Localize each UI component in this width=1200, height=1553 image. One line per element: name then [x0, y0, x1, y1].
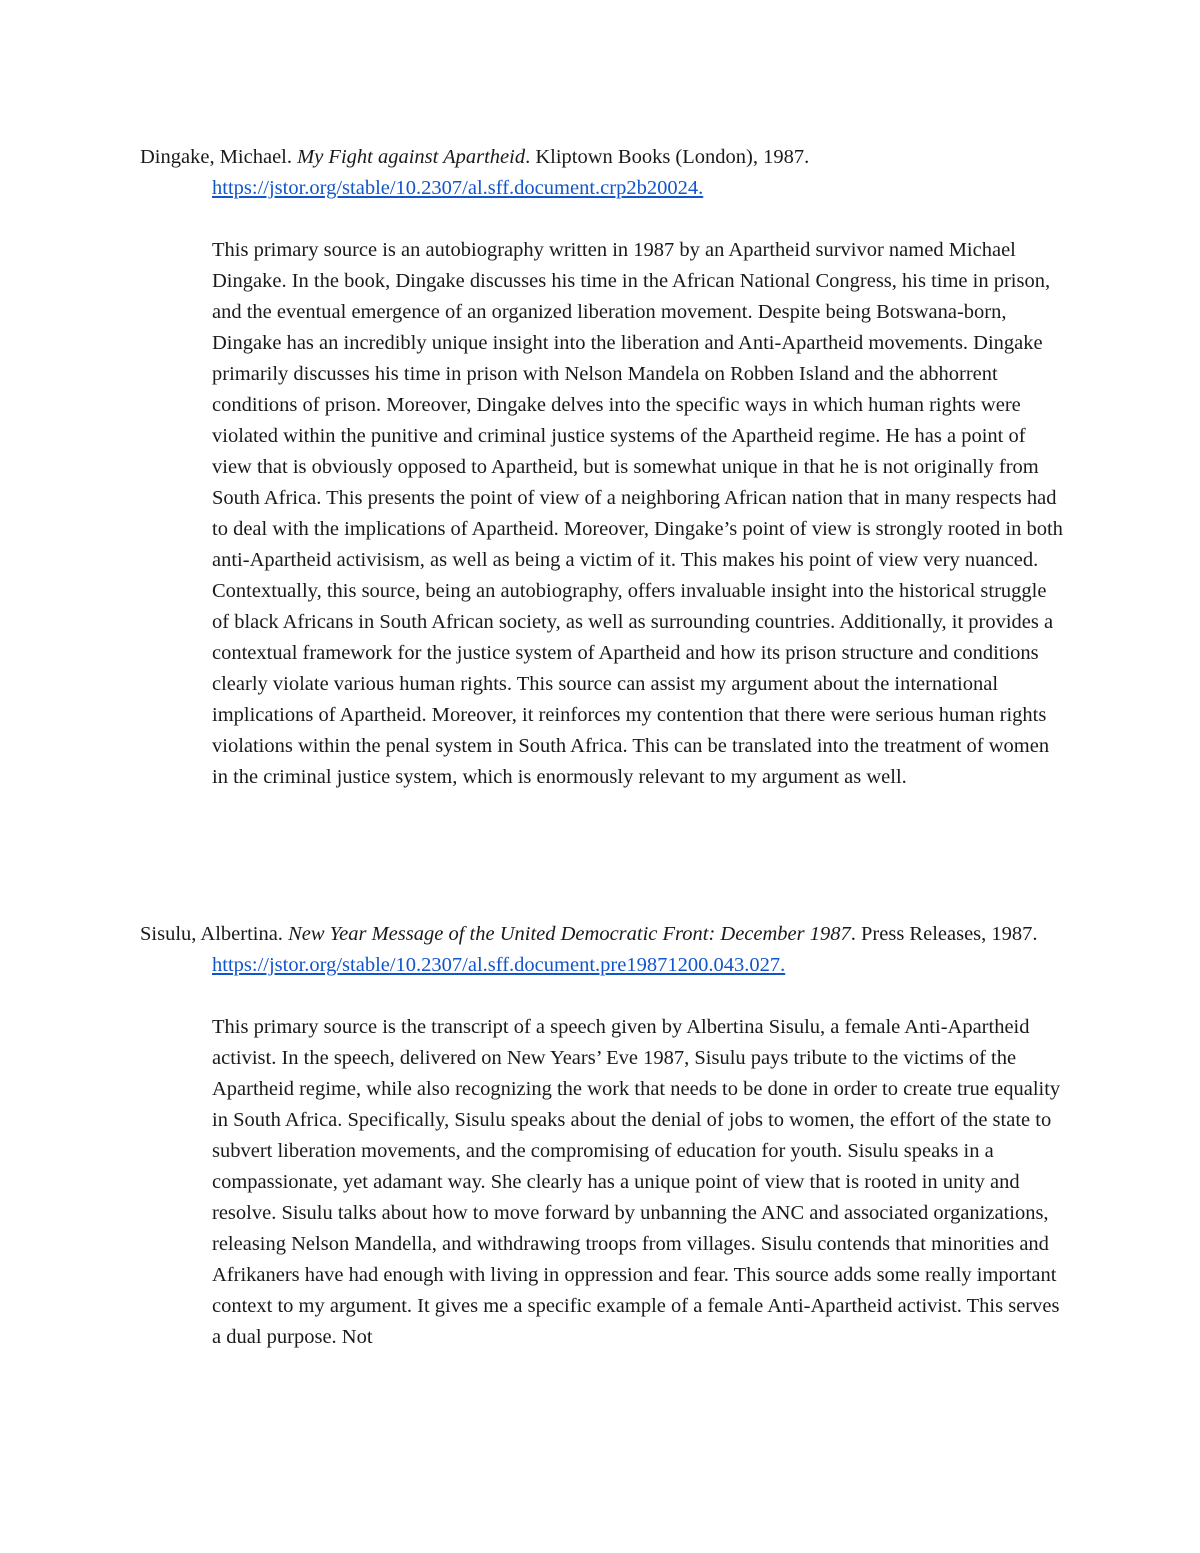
- citation: [140, 142, 1065, 204]
- citation-link[interactable]: https://jstor.org/stable/10.2307/al.sff.document.crp2b20024.: [212, 177, 704, 199]
- bibliography-entry: [140, 919, 1065, 1353]
- citation: [140, 919, 1065, 981]
- annotation-paragraph: This primary source is the transcript of a speech given by Albertina Sisulu, a female Anti-Apartheid activist. In the speech, delivered on New Years’ Eve 1987, Sisulu pays tribute to the victims of the Apartheid regime, while also recognizing the work that needs to be done in order to create true equality in South Africa. Specifically, Sisulu speaks about the denial of jobs to women, the effort of the state to subvert liberation movements, and the compromising of education for youth. Sisulu speaks in a compassionate, yet adamant way. She clearly has a unique point of view that is rooted in unity and resolve. Sisulu talks about how to move forward by unbanning the ANC and associated organizations, releasing Nelson Mandella, and withdrawing troops from villages. Sisulu contends that minorities and Afrikaners have had enough with living in oppression and fear. This source adds some really important context to my argument. It gives me a specific example of a female Anti-Apartheid activist. This serves a dual purpose. Not: [212, 1016, 1061, 1348]
- citation-link[interactable]: https://jstor.org/stable/10.2307/al.sff.document.pre19871200.043.027.: [212, 954, 786, 976]
- bibliography-entry: [140, 142, 1065, 793]
- citation-publisher: . Press Releases, 1987.: [850, 923, 1038, 945]
- citation-author: Dingake, Michael.: [140, 146, 292, 168]
- citation-author: Sisulu, Albertina.: [140, 923, 283, 945]
- citation-publisher: . Kliptown Books (London), 1987.: [525, 146, 810, 168]
- citation-title: My Fight against Apartheid: [297, 146, 526, 168]
- citation-title: New Year Message of the United Democratic Front: December 1987: [288, 923, 851, 945]
- annotation-paragraph: This primary source is an autobiography written in 1987 by an Apartheid survivor named Michael Dingake. In the book, Dingake discusses his time in the African National Congress, his time in prison, and the eventual emergence of an organized liberation movement. Despite being Botswana-born, Dingake has an incredibly unique insight into the liberation and Anti-Apartheid movements. Dingake primarily discusses his time in prison with Nelson Mandela on Robben Island and the abhorrent conditions of prison. Moreover, Dingake delves into the specific ways in which human rights were violated within the punitive and criminal justice systems of the Apartheid regime. He has a point of view that is obviously opposed to Apartheid, but is somewhat unique in that he is not originally from South Africa. This presents the point of view of a neighboring African nation that in many respects had to deal with the implications of Apartheid. Moreover, Dingake’s point of view is strongly rooted in both anti-Apartheid activisism, as well as being a victim of it. This makes his point of view very nuanced. Contextually, this source, being an autobiography, offers invaluable insight into the historical struggle of black Africans in South African society, as well as surrounding countries. Additionally, it provides a contextual framework for the justice system of Apartheid and how its prison structure and conditions clearly violate various human rights. This source can assist my argument about the international implications of Apartheid. Moreover, it reinforces my contention that there were serious human rights violations within the penal system in South Africa. This can be translated into the treatment of women in the criminal justice system, which is enormously relevant to my argument as well.: [212, 239, 1063, 788]
